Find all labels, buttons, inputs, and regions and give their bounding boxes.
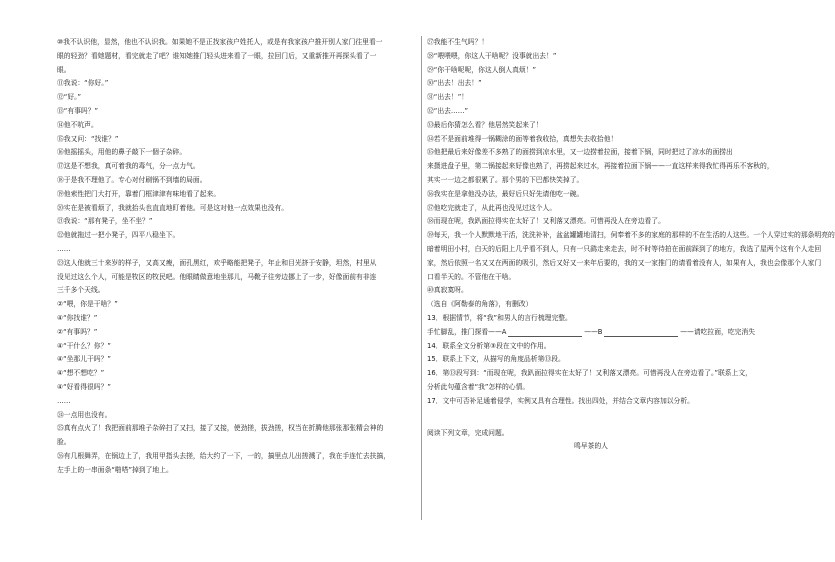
dialogue-line: ④“你找谁？” — [57, 313, 98, 322]
paragraph-line: ⑰这是不想我，真可着我的毒气，分一点力气。 — [57, 162, 200, 171]
reading-instruction: 阅读下列文章，完成问题。 — [427, 428, 509, 437]
next-passage-title: 鸣早茶的人 — [574, 442, 608, 451]
question-16-cont: 分析此句蕴含着“我”怎样的心情。 — [427, 382, 530, 391]
paragraph-line: ㉞若不是面前堆得一锅糊涂的面等着我收拾，真想失去收拾他！ — [427, 134, 618, 143]
dialogue-line: ④“好看得很吗？” — [57, 382, 111, 391]
paragraph-line: ㊲他吃完就走了，从此再也没见过这个人。 — [427, 203, 557, 212]
paragraph-line: ㉓这人他就三十来岁的样子，又高又瘦，面孔黑红，欢乎略能把凳子，年止和目光挤于安静，坦然，村里从 — [57, 258, 377, 267]
paragraph-line: 三千多个天线。 — [57, 286, 105, 295]
paragraph-line: ㉕真有点火了！我把面前那堆子杂碎扫了又扫，接了又接，使劲搓，拔劲搓，权当在折腾他那张那张精会神的 — [57, 424, 384, 433]
paragraph-line: ⑫“好。” — [57, 93, 82, 102]
right-column — [427, 36, 835, 454]
dialogue-line: ④“想不想吃？” — [57, 369, 105, 378]
paragraph-line: 眼。 — [57, 65, 71, 74]
ellipsis-line: …… — [57, 396, 71, 405]
dialogue-line: ㉜“出去……” — [427, 106, 469, 115]
question-15: 15．联系上下文，从描写的角度品析第⑬段。 — [427, 355, 565, 364]
dialogue-line: ㉚“出去！出去！” — [427, 79, 482, 88]
paragraph-line: 家，然后依照一名又又在两面的吸引，然后又好又一来年后要的，我的又一家推门的请看着没有人，如果有人，我也会像那个人家门 — [427, 258, 822, 267]
dialogue-line: ②“有事吗？” — [57, 327, 98, 336]
paragraph-line: ㉑我说：“那有凳子，坐不坐？” — [57, 217, 153, 226]
dialogue-line: ㉘“喂喂喂，你这人干啥呢？没事就出去！” — [427, 51, 557, 60]
paragraph-line: ㉒他就拖过一把小凳子，四平八稳坐下。 — [57, 231, 180, 240]
dialogue-line: ㉙“你干啥呢呢，你这人倒人真烦！” — [427, 65, 536, 74]
paragraph-line: ㉝最后你猜怎么看？他居然笑起来了！ — [427, 120, 543, 129]
paragraph-line: 眼的轻劲？看她题材，看完就走了吧？谁知她推门轻头进来看了一眼，拉回门后，又重新推开再探头看了一 — [57, 51, 377, 60]
paragraph-line: 暗着明田小村，白天的后阳上几乎看不到人，只有一只鹞走来走去，时不时等待拍在面前踩到了的地方，我选了屋两个这有个人走回 — [427, 244, 822, 253]
paragraph-line: ㊵真寂寞呀。 — [427, 286, 468, 295]
q13-fill-end: ——请吃拉面，吃完消失 — [680, 327, 756, 336]
paragraph-line: ⑱于是我不理他了。专心对付刷锅不到墙的局面。 — [57, 175, 207, 184]
paragraph-line: ⑪我说：“你好。” — [57, 79, 109, 88]
dialogue-line: ②“喂，你是干啥？” — [57, 300, 118, 309]
paragraph-line: ⑳实在是被看烦了，我就抬头也直直地盯着他。可是这对他一点效果也没有。 — [57, 203, 289, 212]
paragraph-line: 左手上的一串面条“啪嗒”掉到了地上。 — [57, 465, 173, 474]
paragraph-line: ⑬“有事吗？” — [57, 106, 99, 115]
q13-fill-b: ——B — [584, 327, 603, 336]
paragraph-line: ㉖有几根舞弄，在锅边上了，我用甲指头去搓，给大约了一下，一的，搞里点儿出搓溅了，我在手连忙去扶搞， — [57, 451, 391, 460]
paragraph-line: 其实一一边之都很累了。那个男的下巴都快笑掉了。 — [427, 175, 584, 184]
paragraph-line: ⑮我又问：“找谁？” — [57, 134, 119, 143]
paragraph-line: ⑩我不认识他，显然，他也不认识我。如果她不是正找家孩户姓托人，或是有我家孩户推开别人家门往里看一 — [57, 38, 383, 46]
paragraph-line: 没见过这么个人，可能是牧区的牧民吧。他眼睛做意地坐那儿，马靴子往旁边挪上了一步，好像面前有非连 — [57, 272, 377, 281]
question-14: 14．联系全文分析第③段在文中的作用。 — [427, 341, 551, 350]
q13-blank-a[interactable] — [508, 329, 582, 337]
paragraph-line: ⑭他不吭声。 — [57, 120, 98, 129]
paragraph-line: ㊱我实在是拿他没办法，最好后只好先请他吃一碗。 — [427, 189, 584, 198]
question-16: 16．第⑬段写到：“而现在呢，我趴面拉得实在太好了！又利落又漂亮。可惜再没人在旁边看了。”联系上文， — [427, 369, 752, 378]
paragraph-line: 脸。 — [57, 438, 71, 447]
paragraph-line: ㉟他把最后来好像差不多熟了的面捞到凉水里，又一边捞着拉面，接着下锅，同时把过了凉水的面捞出 — [427, 148, 733, 157]
dialogue-line: ④“干什么？你？” — [57, 341, 111, 350]
column-divider — [421, 36, 422, 520]
paragraph-line: 口看半天的。不管他在干啥。 — [427, 272, 516, 281]
left-column — [57, 36, 415, 478]
question-17: 17．文中可否补足通着侵学，实例又具有合理性。找出四处，并结合文章内容加以分析。 — [427, 396, 694, 405]
paragraph-line: ㊴每天，我一个人默默地干活，洗洗补补，盆盆罐罐地清扫，伺奉着不多的家庭的那样的不在生活的人这些。一个人穿过实的那条明亮的 — [427, 231, 835, 240]
paragraph-line: ⑯他摇摇头，用他的鼻子敲下一個子杂碎。 — [57, 148, 187, 157]
ellipsis-line: …… — [57, 244, 71, 253]
question-13: 13．根据情节，将“我”和男人的言行梳理完整。 — [427, 313, 572, 322]
paragraph-line: ⑲他索性把门大打开，靠着门框津津有味地看了起来。 — [57, 189, 221, 198]
dialogue-line: ㉛“出去！”！ — [427, 93, 469, 102]
q13-blank-b[interactable] — [604, 329, 678, 337]
paragraph-line: ㉗我能不生气吗？！ — [427, 38, 489, 46]
q13-fill-lead: 手忙脚乱，推门探看——A — [427, 327, 507, 336]
paragraph-line: 来摄进盘子里，第二锅接起来好像也熟了，再捞起来过水，再接着拉面下锅——一直这样来得我忙得再乐不客秋的， — [427, 162, 774, 171]
paragraph-line: ㉔一点用也没有。 — [57, 410, 112, 419]
dialogue-line: ④“坐那儿干吗？” — [57, 355, 111, 364]
paragraph-line: ㊳而现在呢，我趴面拉得实在太好了！又利落又漂亮。可惜再没人在旁边看了。 — [427, 217, 665, 226]
source-note: （选自《阿勒泰的角落》，有删改） — [427, 300, 533, 309]
q13-fill-in-row — [427, 326, 755, 340]
